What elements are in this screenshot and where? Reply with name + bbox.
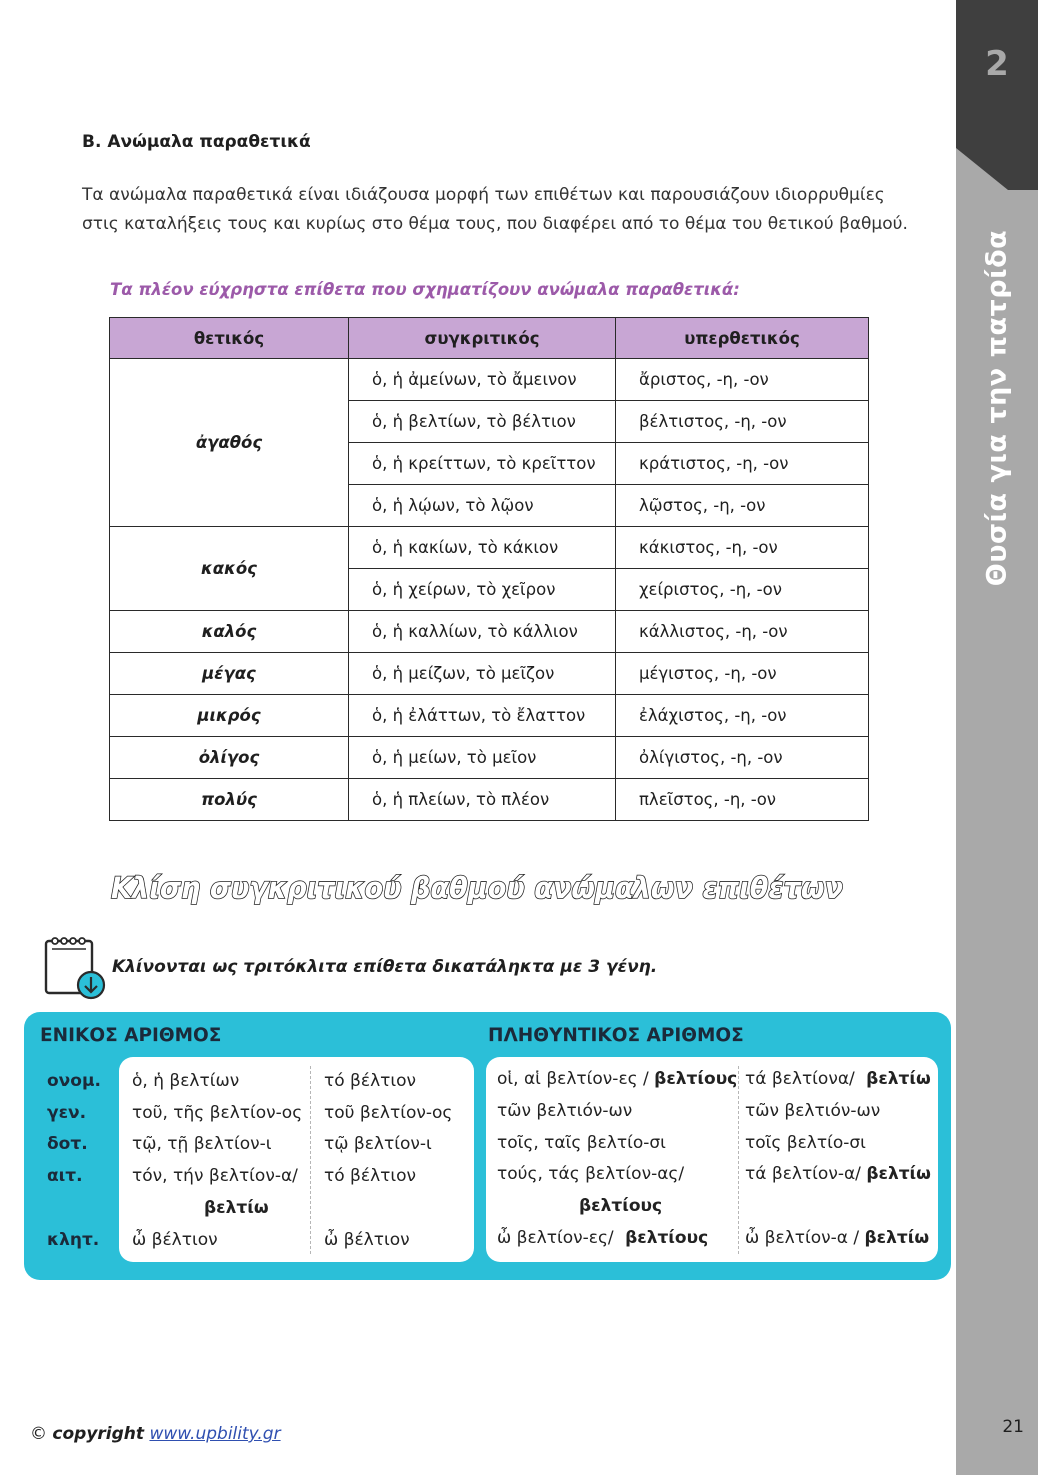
- case-label: ονομ.: [47, 1071, 101, 1091]
- plural-neuter-acc-alt: βελτίω: [866, 1164, 931, 1184]
- comparative-cell: ὁ, ἡ χείρων, τὸ χεῖρον: [349, 569, 616, 611]
- column-header: θετικός: [110, 318, 349, 359]
- singular-neuter-dat: τῷ βελτίον-ι: [324, 1134, 432, 1154]
- plural-masc-fem-dat: τοῖς, ταῖς βελτίο-σι: [497, 1133, 666, 1153]
- positive-cell: ὀλίγος: [110, 737, 349, 779]
- plural-masc-fem-gen: τῶν βελτιόν-ων: [497, 1101, 633, 1121]
- positive-cell: μέγας: [110, 653, 349, 695]
- plural-neuter-voc-form: ὦ βελτίον-α /: [745, 1228, 860, 1248]
- singular-masc-fem-dat: τῷ, τῇ βελτίον-ι: [132, 1134, 272, 1154]
- copyright-symbol: ©: [30, 1424, 47, 1444]
- superlative-cell: πλεῖστος, -η, -ον: [616, 779, 869, 821]
- singular-neuter-acc: τό βέλτιον: [324, 1166, 417, 1186]
- intro-line: στις καταλήξεις τους και κυρίως στο θέμα τους, που διαφέρει από το θέμα του θετικού βαθμού.: [82, 214, 908, 234]
- superlative-cell: ἐλάχιστος, -η, -ον: [616, 695, 869, 737]
- superlative-cell: ὀλίγιστος, -η, -ον: [616, 737, 869, 779]
- page-number: 21: [1002, 1417, 1024, 1437]
- superlative-cell: λῷστος, -η, -ον: [616, 485, 869, 527]
- intro-line: Τα ανώμαλα παραθετικά είναι ιδιάζουσα μορφή των επιθέτων και παρουσιάζουν ιδιορρυθμίες: [82, 185, 885, 205]
- plural-neuter-gen: τῶν βελτιόν-ων: [745, 1101, 881, 1121]
- table-header-row: [110, 318, 869, 359]
- comparative-cell: ὁ, ἡ ἐλάττων, τὸ ἔλαττον: [349, 695, 616, 737]
- positive-cell: κακός: [110, 527, 349, 611]
- copyright-footer: [30, 1424, 281, 1444]
- chapter-number: 2: [985, 44, 1009, 84]
- positive-cell: πολύς: [110, 779, 349, 821]
- intro-paragraph: [82, 181, 932, 239]
- superlative-cell: ἄριστος, -η, -ον: [616, 359, 869, 401]
- singular-heading: ΕΝΙΚΟΣ ΑΡΙΘΜΟΣ: [40, 1025, 222, 1046]
- column-header: υπερθετικός: [616, 318, 869, 359]
- table-row: [110, 695, 869, 737]
- comparative-cell: ὁ, ἡ βελτίων, τὸ βέλτιον: [349, 401, 616, 443]
- declension-note: Κλίνονται ως τριτόκλιτα επίθετα δικατάληκτα με 3 γένη.: [112, 957, 658, 977]
- table-row: [110, 653, 869, 695]
- declension-title: [110, 868, 870, 908]
- positive-cell: μικρός: [110, 695, 349, 737]
- notepad-download-icon: [44, 935, 108, 1001]
- singular-neuter-gen: τοῦ βελτίον-ος: [324, 1103, 453, 1123]
- positive-cell: ἀγαθός: [110, 359, 349, 527]
- plural-neuter-voc: [745, 1228, 929, 1248]
- plural-divider: [738, 1066, 739, 1254]
- singular-neuter-nom: τό βέλτιον: [324, 1071, 417, 1091]
- plural-masc-fem-nom-form: οἱ, αἱ βελτίον-ες /: [497, 1069, 649, 1089]
- plural-masc-fem-nom-alt: βελτίους: [654, 1069, 738, 1089]
- superlative-cell: κάκιστος, -η, -ον: [616, 527, 869, 569]
- plural-neuter-nom-form: τά βελτίονα/: [745, 1069, 855, 1089]
- comparative-cell: ὁ, ἡ πλείων, τὸ πλέον: [349, 779, 616, 821]
- singular-neuter-voc: ὦ βέλτιον: [324, 1230, 410, 1250]
- plural-neuter-acc-form: τά βελτίον-α/: [745, 1164, 861, 1184]
- declension-title-text: Κλίση συγκριτικού βαθμού ανώμαλων επιθέτων: [111, 871, 843, 905]
- copyright-word: copyright: [52, 1424, 145, 1444]
- chapter-side-bar: [956, 0, 1038, 1475]
- plural-masc-fem-acc: τούς, τάς βελτίον-ας/: [497, 1164, 685, 1184]
- table-row: [110, 779, 869, 821]
- column-header: συγκριτικός: [349, 318, 616, 359]
- superlative-cell: κάλλιστος, -η, -ον: [616, 611, 869, 653]
- chapter-tab: [956, 0, 1038, 190]
- plural-masc-fem-voc-alt: βελτίους: [625, 1228, 709, 1248]
- case-label: γεν.: [47, 1103, 87, 1123]
- website-link[interactable]: www.upbility.gr: [149, 1424, 281, 1444]
- section-heading: Β. Ανώμαλα παραθετικά: [82, 132, 311, 152]
- superlative-cell: βέλτιστος, -η, -ον: [616, 401, 869, 443]
- comparative-cell: ὁ, ἡ κακίων, τὸ κάκιον: [349, 527, 616, 569]
- comparative-cell: ὁ, ἡ λῴων, τὸ λῷον: [349, 485, 616, 527]
- comparative-cell: ὁ, ἡ καλλίων, τὸ κάλλιον: [349, 611, 616, 653]
- plural-neuter-acc: [745, 1164, 931, 1184]
- plural-masc-fem-acc-alt: βελτίους: [579, 1196, 663, 1216]
- singular-masc-fem-acc: τόν, τήν βελτίον-α/: [132, 1166, 298, 1186]
- superlative-cell: μέγιστος, -η, -ον: [616, 653, 869, 695]
- comparative-cell: ὁ, ἡ μείων, τὸ μεῖον: [349, 737, 616, 779]
- table-row: [110, 737, 869, 779]
- plural-masc-fem-voc-form: ὦ βελτίον-ες/: [497, 1228, 614, 1248]
- table-row: [110, 611, 869, 653]
- singular-masc-fem-gen: τοῦ, τῆς βελτίον-ος: [132, 1103, 303, 1123]
- plural-neuter-nom-alt: βελτίω: [866, 1069, 931, 1089]
- superlative-cell: χείριστος, -η, -ον: [616, 569, 869, 611]
- chapter-title: Θυσία για την πατρίδα: [981, 229, 1013, 587]
- comparative-cell: ὁ, ἡ κρείττων, τὸ κρεῖττον: [349, 443, 616, 485]
- positive-cell: καλός: [110, 611, 349, 653]
- plural-heading: ΠΛΗΘΥΝΤΙΚΟΣ ΑΡΙΘΜΟΣ: [488, 1025, 744, 1046]
- superlative-cell: κράτιστος, -η, -ον: [616, 443, 869, 485]
- comparative-cell: ὁ, ἡ μείζων, τὸ μεῖζον: [349, 653, 616, 695]
- comparative-cell: ὁ, ἡ ἀμείνων, τὸ ἄμεινον: [349, 359, 616, 401]
- plural-neuter-voc-alt: βελτίω: [864, 1228, 930, 1248]
- singular-masc-fem-nom: ὁ, ἡ βελτίων: [132, 1071, 240, 1091]
- case-label: κλητ.: [47, 1230, 100, 1250]
- singular-masc-fem-voc: ὦ βέλτιον: [132, 1230, 218, 1250]
- table-caption: Τα πλέον εύχρηστα επίθετα που σχηματίζουν ανώμαλα παραθετικά:: [110, 280, 740, 299]
- irregular-comparatives-table: [109, 317, 869, 821]
- table-row: [110, 527, 869, 569]
- table-row: [110, 359, 869, 401]
- case-label: αιτ.: [47, 1166, 83, 1186]
- plural-neuter-nom: [745, 1069, 931, 1089]
- plural-masc-fem-voc: [497, 1228, 708, 1248]
- plural-neuter-dat: τοῖς βελτίο-σι: [745, 1133, 866, 1153]
- singular-divider: [310, 1066, 311, 1254]
- singular-masc-fem-acc-alt: βελτίω: [204, 1198, 269, 1218]
- case-label: δοτ.: [47, 1134, 88, 1154]
- plural-masc-fem-nom: [497, 1069, 737, 1089]
